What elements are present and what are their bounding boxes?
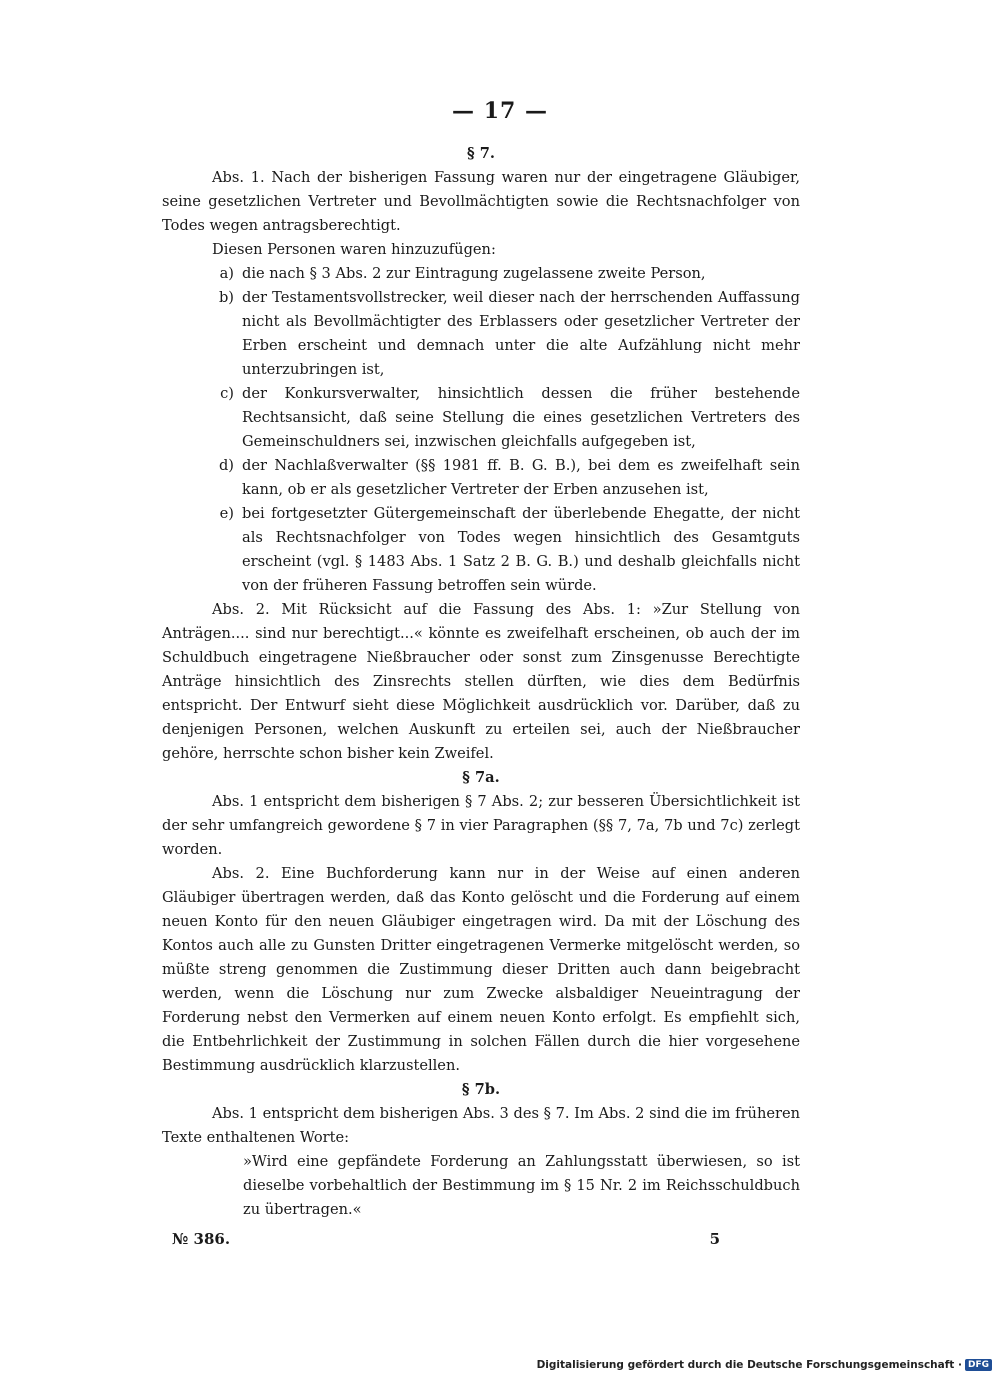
list-label: d): [218, 457, 234, 474]
section-heading-7: § 7.: [467, 145, 495, 162]
digitization-credit: [537, 1359, 992, 1371]
sheet-signature: 5: [709, 1230, 720, 1248]
document-body: [162, 142, 800, 1222]
page-number: — 17 —: [452, 98, 548, 124]
document-number: № 386.: [172, 1230, 231, 1248]
list-text: der Testamentsvollstrecker, weil dieser nach der herrschenden Auffassung nicht als Bevollmächtigter des Erblassers oder gesetzlicher Vertreter der Erben erscheint und demnach unter die alte Aufzählung nicht mehr unterzubringen ist,: [242, 289, 800, 378]
paragraph-7-abs1: Abs. 1. Nach der bisherigen Fassung waren nur der eingetragene Gläubiger, seine gesetzlichen Vertreter und Bevollmächtigten sowie die Rechtsnachfolger von Todes wegen antragsberechtigt.: [162, 169, 800, 234]
section-heading-7b: § 7b.: [461, 1081, 501, 1098]
page-footer: [172, 1230, 720, 1248]
list-text: der Konkursverwalter, hinsichtlich dessen die früher bestehende Rechtsansicht, daß seine Stellung die eines gesetzlichen Vertreters des Gemeinschuldners sei, inzwischen gleichfalls aufgegeben ist,: [242, 385, 800, 450]
list-item: [162, 262, 800, 286]
section-heading-7a: § 7a.: [462, 769, 500, 786]
list-text: die nach § 3 Abs. 2 zur Eintragung zugelassene zweite Person,: [242, 265, 706, 282]
enumerated-list: [162, 262, 800, 598]
dfg-logo-icon: DFG: [965, 1359, 992, 1371]
list-text: bei fortgesetzter Gütergemeinschaft der überlebende Ehegatte, der nicht als Rechtsnachfolger von Todes wegen hinsichtlich des Gesamtguts erscheint (vgl. § 1483 Abs. 1 Satz 2 B. G. B.) und deshalb gleichfalls nicht von der früheren Fassung betroffen sein würde.: [242, 505, 800, 594]
list-text: der Nachlaßverwalter (§§ 1981 ff. B. G. B.), bei dem es zweifelhaft sein kann, ob er als gesetzlicher Vertreter der Erben anzusehen ist,: [242, 457, 800, 498]
paragraph-7-intro-list: Diesen Personen waren hinzuzufügen:: [212, 241, 496, 258]
list-label: e): [219, 505, 234, 522]
paragraph-7a-abs1: Abs. 1 entspricht dem bisherigen § 7 Abs. 2; zur besseren Übersichtlichkeit ist der sehr umfangreich gewordene § 7 in vier Paragraphen (§§ 7, 7a, 7b und 7c) zerlegt worden.: [162, 793, 800, 858]
paragraph-7b-abs1: Abs. 1 entspricht dem bisherigen Abs. 3 des § 7. Im Abs. 2 sind die im früheren Texte enthaltenen Worte:: [162, 1105, 800, 1146]
paragraph-7-abs2: Abs. 2. Mit Rücksicht auf die Fassung des Abs. 1: »Zur Stellung von Anträgen.... sind nur berechtigt...« könnte es zweifelhaft erscheinen, ob auch der im Schuldbuch eingetragene Nießbraucher oder sonst zum Zinsgenusse Berechtigte Anträge hinsichtlich des Zinsrechts stellen dürften, wie dies dem Bedürfnis entspricht. Der Entwurf sieht diese Möglichkeit ausdrücklich vor. Darüber, daß zu denjenigen Personen, welchen Auskunft zu erteilen sei, auch der Nießbraucher gehöre, herrschte schon bisher kein Zweifel.: [162, 601, 800, 762]
list-label: c): [220, 385, 234, 402]
list-item: [162, 286, 800, 382]
block-quote: »Wird eine gepfändete Forderung an Zahlungsstatt überwiesen, so ist dieselbe vorbehaltlich der Bestimmung im § 15 Nr. 2 im Reichsschuldbuch zu übertragen.«: [243, 1153, 800, 1218]
credit-text: Digitalisierung gefördert durch die Deutsche Forschungsgemeinschaft ·: [536, 1359, 962, 1371]
list-label: a): [219, 265, 234, 282]
list-label: b): [218, 289, 234, 306]
list-item: [162, 502, 800, 598]
list-item: [162, 382, 800, 454]
list-item: [162, 454, 800, 502]
paragraph-7a-abs2: Abs. 2. Eine Buchforderung kann nur in der Weise auf einen anderen Gläubiger übertragen werden, daß das Konto gelöscht und die Forderung auf einem neuen Konto für den neuen Gläubiger eingetragen wird. Da mit der Löschung des Kontos auch alle zu Gunsten Dritter eingetragenen Vermerke mitgelöscht werden, so müßte streng genommen die Zustimmung dieser Dritten auch dann beigebracht werden, wenn die Löschung nur zum Zwecke alsbaldiger Neueintragung der Forderung nebst den Vermerken auf einem neuen Konto erfolgt. Es empfiehlt sich, die Entbehrlichkeit der Zustimmung in solchen Fällen durch die hier vorgesehene Bestimmung ausdrücklich klarzustellen.: [162, 865, 800, 1074]
